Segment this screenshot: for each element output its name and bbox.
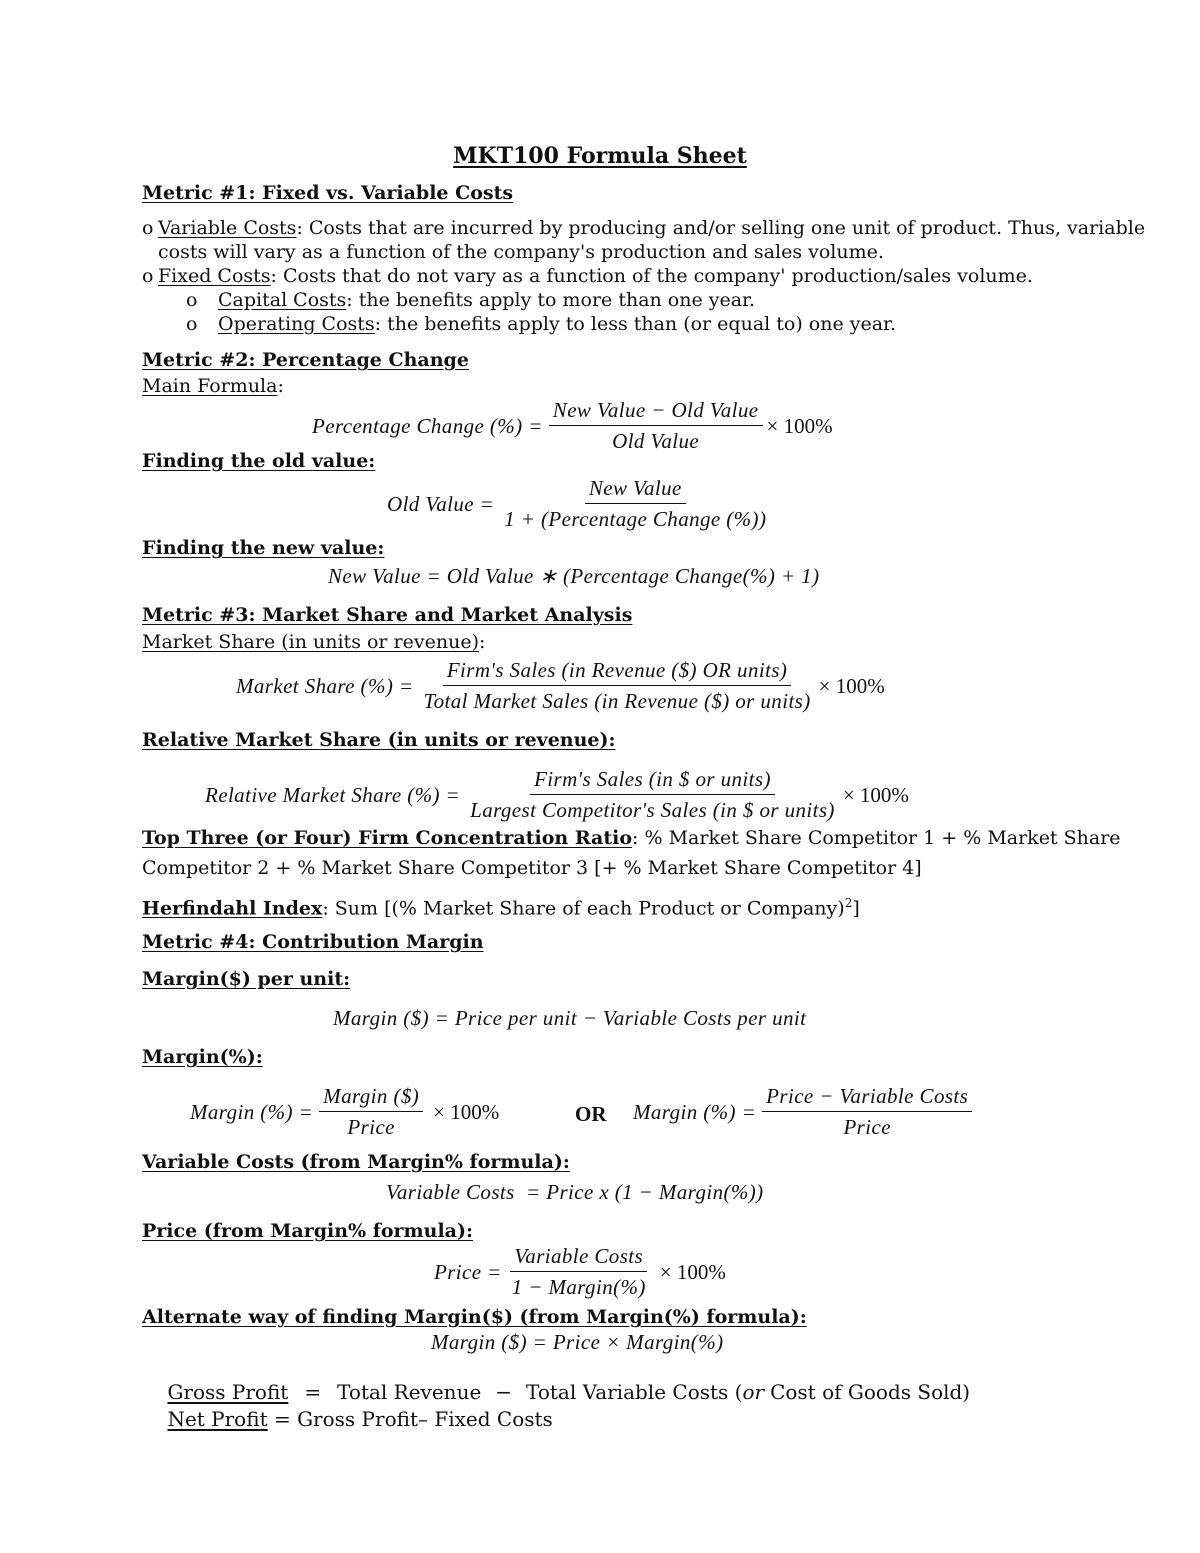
herfindahl-def [142,896,860,920]
price-formula-label [142,1220,473,1243]
alternate-margin-label: Alternate way of finding Margin($) (from Margin(%) formula): [142,1306,807,1328]
old-value-formula [387,476,770,532]
fraction-denominator: 1 + (Percentage Change (%)) [504,507,767,531]
margin-per-unit-label [142,968,350,991]
fixed-costs-def [142,265,1033,288]
old-value-label-text: Finding the old value [142,450,369,472]
variable-costs-text: : Costs that are incurred by producing and/or selling one unit of product. Thus, variable [296,217,1146,239]
new-value-formula: New Value = Old Value ∗ (Percentage Change(%) + 1) [328,564,820,588]
formula-lhs: Percentage Change (%) = [312,413,543,438]
fraction-numerator: Firm's Sales (in Revenue ($) OR units) [443,658,791,686]
new-value-label [142,537,384,560]
or-label: OR [575,1102,607,1126]
concentration-ratio-text: : % Market Share Competitor 1 + % Market Share [632,827,1121,849]
operating-costs-text: : the benefits apply to less than (or equal to) one year. [374,313,897,335]
fixed-costs-text: : Costs that do not vary as a function of the company' production/sales volume. [270,265,1033,287]
formula-lhs: Old Value = [387,491,495,516]
fraction [762,1084,972,1140]
fraction-denominator: 1 − Margin(%) [511,1275,646,1299]
colon: : [255,1046,263,1068]
formula-tail: × 100% [659,1259,726,1284]
bullet-icon: o [142,217,154,239]
net-profit-text: = Gross Profit– Fixed Costs [267,1407,553,1431]
relative-market-share-label [142,729,616,752]
fraction-numerator: Price − Variable Costs [762,1084,972,1112]
formula-lhs: Margin (%) = [190,1099,314,1124]
formula-lhs: Margin (%) = [633,1099,757,1124]
old-value-label [142,450,375,473]
market-share-label-text: Market Share (in units or revenue) [142,631,479,653]
price-formula-label-text: Price (from Margin% formula) [142,1220,466,1242]
market-share-formula [236,658,885,714]
fixed-costs-term: Fixed Costs [158,265,271,287]
net-profit-term: Net Profit [167,1407,268,1431]
fraction-denominator: Price [843,1115,891,1139]
metric-4-heading: Metric #4: Contribution Margin [142,931,484,953]
formula-tail: × 100% [766,413,833,438]
formula-tail: × 100% [818,673,885,698]
bullet-icon: o [142,265,154,287]
main-formula-label-text: Main Formula [142,375,278,397]
variable-costs-formula-label [142,1151,570,1174]
fraction [419,658,814,714]
variable-costs-text-cont: costs will vary as a function of the company's production and sales volume. [158,241,884,263]
variable-costs-term: Variable Costs [158,217,297,239]
fraction-denominator: Largest Competitor's Sales (in $ or units) [470,798,835,822]
formula-lhs: Price = [434,1259,502,1284]
fraction-numerator: New Value − Old Value [549,398,763,426]
herfindahl-exponent: 2 [844,896,853,910]
page-title: MKT100 Formula Sheet [453,143,747,169]
gross-profit-term: Gross Profit [167,1380,289,1404]
fraction [319,1084,423,1140]
colon: : [562,1151,570,1173]
margin-percent-formula-1 [190,1084,499,1140]
bullet-icon: o [186,289,198,311]
colon: : [478,631,486,653]
formula-tail: × 100% [433,1099,500,1124]
colon: : [608,729,616,751]
capital-costs-def [186,289,755,312]
metric-2-heading: Metric #2: Percentage Change [142,349,469,371]
or-word: or [742,1380,765,1404]
operating-costs-def [186,313,896,336]
price-formula [434,1244,726,1300]
margin-per-unit-label-text: Margin($) per unit [142,968,344,990]
fraction-numerator: Variable Costs [510,1244,647,1272]
alternate-margin-formula: Margin ($) = Price × Margin(%) [431,1330,724,1354]
fraction-numerator: Margin ($) [319,1084,423,1112]
capital-costs-text: : the benefits apply to more than one year. [346,289,756,311]
fraction-numerator: New Value [585,476,686,504]
margin-per-unit-formula: Margin ($) = Price per unit − Variable Costs per unit [333,1006,807,1030]
minus-sign: − [495,1380,513,1404]
operating-costs-term: Operating Costs [218,313,375,335]
market-share-label [142,631,485,654]
fraction-numerator: Firm's Sales (in $ or units) [530,767,775,795]
margin-percent-label-text: Margin(%) [142,1046,256,1068]
fraction [508,1244,650,1300]
metric-1-heading: Metric #1: Fixed vs. Variable Costs [142,182,514,204]
bullet-icon: o [186,313,198,335]
fraction [500,476,770,532]
metric-3-heading: Metric #3: Market Share and Market Analysis [142,604,633,626]
concentration-ratio-term: Top Three (or Four) Firm Concentration Ratio [142,827,633,849]
total-revenue-text: Total Revenue [337,1380,482,1404]
colon: : [465,1220,473,1242]
fraction [549,398,763,454]
margin-percent-formula-2 [633,1084,972,1140]
concentration-ratio-text-cont: Competitor 2 + % Market Share Competitor 3 [+ % Market Share Competitor 4] [142,857,922,879]
herfindahl-bracket: ] [852,897,860,920]
variable-costs-formula: Variable Costs = Price x (1 − Margin(%)) [386,1180,764,1204]
variable-costs-formula-label-text: Variable Costs (from Margin% formula) [142,1151,563,1173]
herfindahl-term: Herfindahl Index [142,897,323,920]
variable-costs-def [142,217,1145,240]
colon: : [343,968,351,990]
herfindahl-text: : Sum [(% Market Share of each Product or Company) [322,897,845,920]
cogs-text: Cost of Goods Sold) [770,1380,971,1404]
relative-market-share-formula [205,767,909,823]
colon: : [277,375,284,397]
capital-costs-term: Capital Costs [218,289,347,311]
equals-sign: = [304,1380,322,1404]
fraction-denominator: Price [347,1115,395,1139]
fraction-denominator: Total Market Sales (in Revenue ($) or units) [423,689,811,713]
concentration-ratio-def [142,827,1121,850]
percentage-change-formula [312,398,833,454]
net-profit-def [142,1383,553,1455]
fraction-denominator: Old Value [612,429,700,453]
main-formula-label [142,375,284,398]
new-value-label-text: Finding the new value [142,537,378,559]
colon: : [368,450,376,472]
margin-percent-label [142,1046,263,1069]
colon: : [377,537,385,559]
formula-lhs: Market Share (%) = [236,673,414,698]
relative-market-share-label-text: Relative Market Share (in units or revenue) [142,729,609,751]
total-variable-costs-text: Total Variable Costs ( [526,1380,743,1404]
formula-lhs: Relative Market Share (%) = [205,782,461,807]
formula-tail: × 100% [842,782,909,807]
fraction [466,767,839,823]
